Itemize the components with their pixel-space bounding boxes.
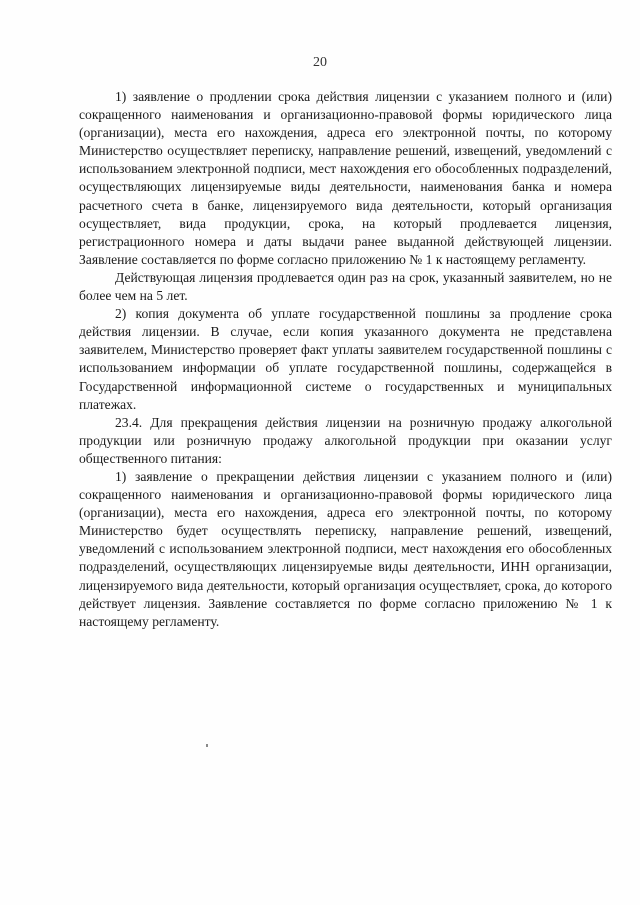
paragraph-termination-application: 1) заявление о прекращении действия лицензии с указанием полного и (или) сокращенного наименования и организационно-правовой формы юридического лица (организации), места его нахождения, адреса его электронной почты, по которому Министерство будет осуществлять переписку, направление решений, извещений, уведомлений с использованием электронной подписи, мест нахождения его обособленных подразделений, осуществляющих лицензируемые виды деятельности, ИНН организации, лицензируемого вида деятельности, который организация осуществляет, срока, до которого действует лицензия. Заявление составляется по форме согласно приложению № 1 к настоящему регламенту. (79, 468, 612, 629)
page-number: 20 (313, 55, 327, 70)
paragraph-section-23-4: 23.4. Для прекращения действия лицензии на розничную продажу алкогольной продукции или розничную продажу алкогольной продукции при оказании услуг общественного питания: (79, 414, 612, 466)
paragraph-state-fee-copy: 2) копия документа об уплате государственной пошлины за продление срока действия лицензии. В случае, если копия указанного документа не представлена заявителем, Министерство проверяет факт уплаты заявителем государственной пошлины с использованием информации об уплате государственной пошлины, содержащейся в Государственной информационной системе о государственных и муниципальных платежах. (79, 306, 612, 412)
paragraph-renewal-term: Действующая лицензия продлевается один раз на срок, указанный заявителем, но не более чем на 5 лет. (79, 269, 612, 304)
document-body (79, 88, 612, 631)
paragraph-renewal-application: 1) заявление о продлении срока действия лицензии с указанием полного и (или) сокращенного наименования и организационно-правовой формы юридического лица (организации), места его нахождения, адреса его электронной почты, по которому Министерство осуществляет переписку, направление решений, извещений, уведомлений с использованием электронной подписи, мест нахождения его обособленных подразделений, осуществляющих лицензируемые виды деятельности, наименования банка и номера расчетного счета в банке, лицензируемого вида деятельности, который организация осуществляет, вида продукции, срока, на который продлевается лицензия, регистрационного номера и даты выдачи ранее выданной действующей лицензии. Заявление составляется по форме согласно приложению № 1 к настоящему регламенту. (79, 89, 612, 267)
scan-artifact (206, 744, 208, 747)
